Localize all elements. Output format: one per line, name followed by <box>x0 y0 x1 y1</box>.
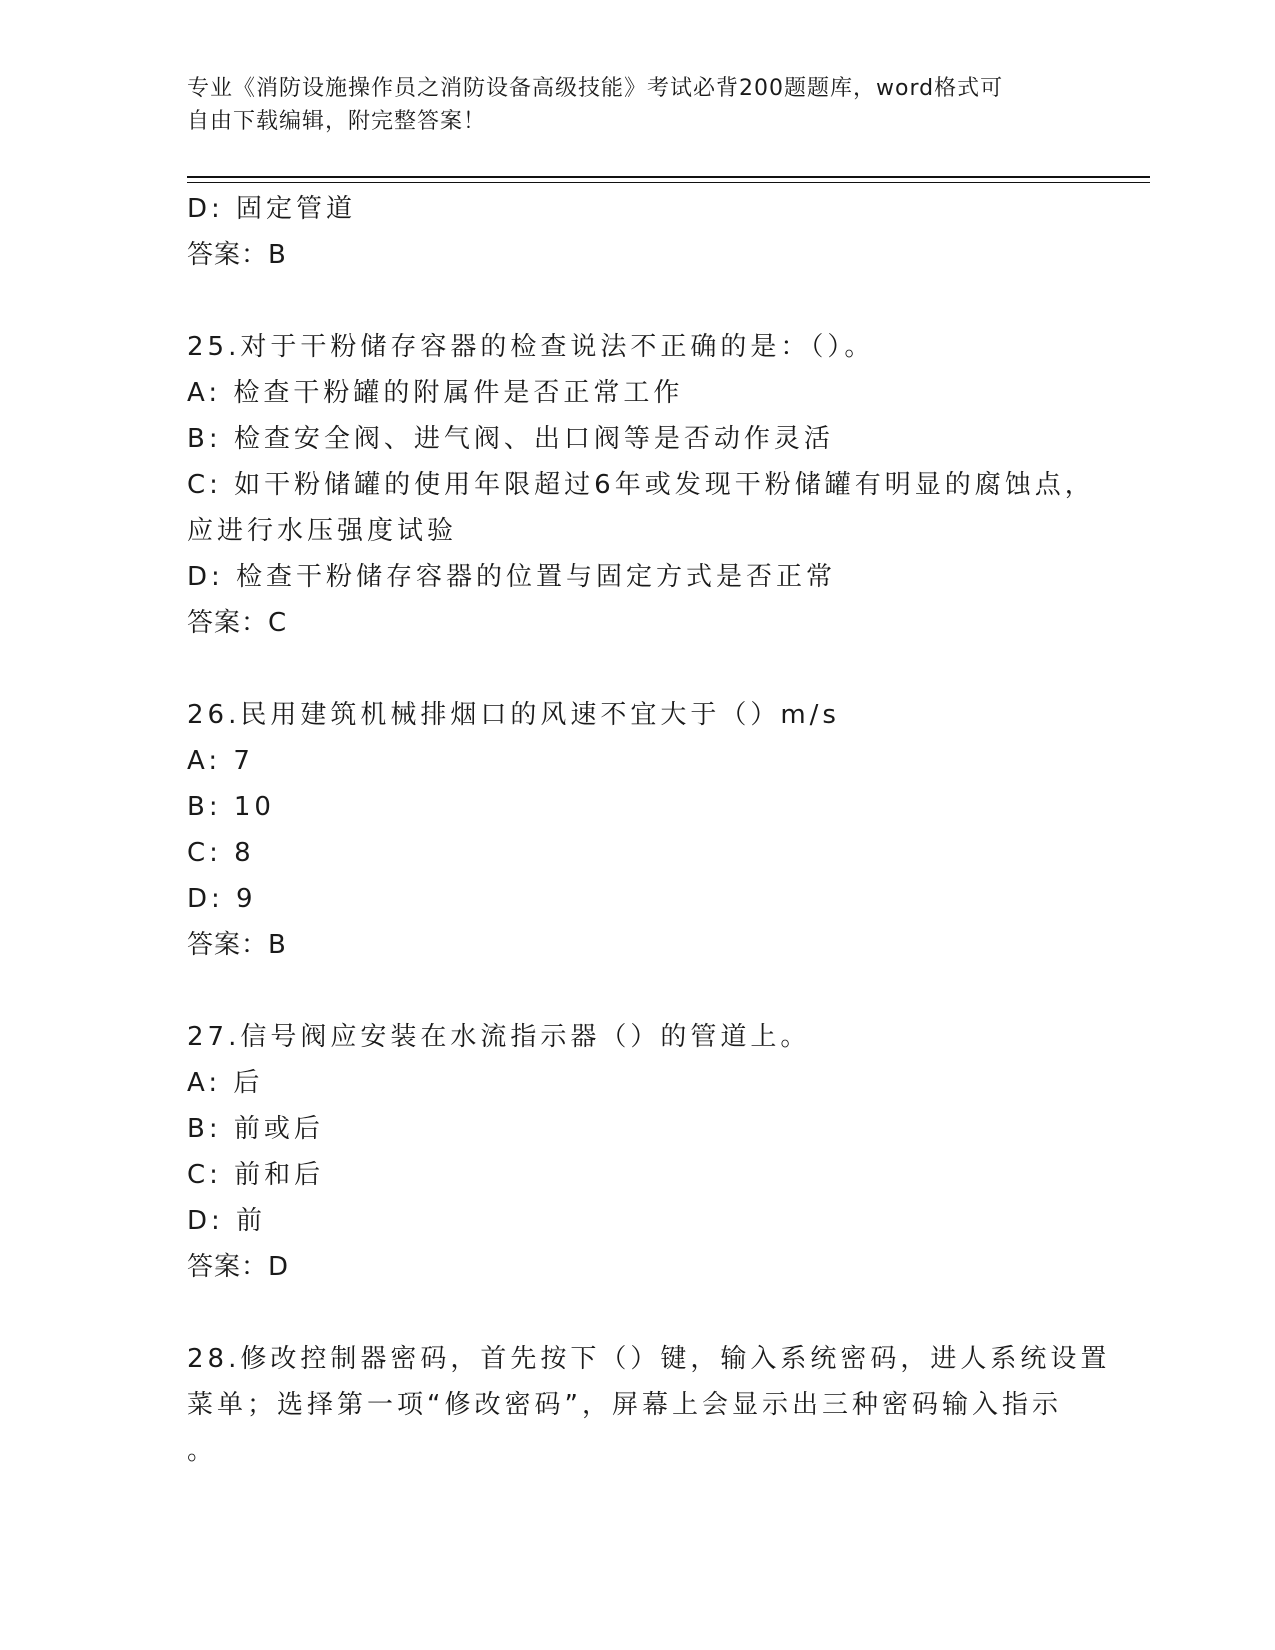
header-line-2: 自由下载编辑，附完整答案！ <box>187 109 487 134</box>
question-25-answer: 答案：C <box>187 608 288 638</box>
question-25 <box>187 324 1095 646</box>
question-28-text-line1: 28.修改控制器密码，首先按下（）键，输入系统密码，进人系统设置 <box>187 1344 1111 1374</box>
question-25-option-b: B: 检查安全阀、进气阀、出口阀等是否动作灵活 <box>187 424 834 454</box>
document-body <box>187 186 1111 1474</box>
question-27-option-a: A: 后 <box>187 1068 264 1098</box>
question-26-answer: 答案：B <box>187 930 287 960</box>
question-26-option-b: B: 10 <box>187 792 275 822</box>
question-26 <box>187 692 1087 968</box>
header-divider-thick <box>187 176 1150 178</box>
question-27 <box>187 1014 1087 1290</box>
document-header <box>187 72 1087 138</box>
question-28-text-line3: 。 <box>187 1436 218 1466</box>
question-26-option-a: A: 7 <box>187 746 254 776</box>
spacer <box>187 646 1087 692</box>
question-25-option-c-line2: 应进行水压强度试验 <box>187 516 458 546</box>
question-28-text-line2: 菜单；选择第一项“修改密码”，屏幕上会显示出三种密码输入指示 <box>187 1390 1062 1420</box>
question-27-answer: 答案：D <box>187 1252 290 1282</box>
question-25-text: 25.对于干粉储存容器的检查说法不正确的是：（）。 <box>187 332 875 362</box>
question-27-option-b: B: 前或后 <box>187 1114 324 1144</box>
question-27-option-d: D: 前 <box>187 1206 267 1236</box>
spacer <box>187 968 1087 1014</box>
prev-answer: 答案：B <box>187 240 287 270</box>
question-28 <box>187 1336 1111 1474</box>
spacer <box>187 278 1087 324</box>
question-27-option-c: C: 前和后 <box>187 1160 325 1190</box>
question-25-option-d: D: 检查干粉储存容器的位置与固定方式是否正常 <box>187 562 837 592</box>
header-divider-thin <box>187 182 1150 183</box>
header-line-1: 专业《消防设施操作员之消防设备高级技能》考试必背200题题库，word格式可 <box>187 76 1004 101</box>
prev-option-d: D: 固定管道 <box>187 194 357 224</box>
spacer <box>187 1290 1087 1336</box>
question-25-option-c-line1: C: 如干粉储罐的使用年限超过6年或发现干粉储罐有明显的腐蚀点， <box>187 470 1095 500</box>
question-26-option-c: C: 8 <box>187 838 255 868</box>
question-27-text: 27.信号阀应安装在水流指示器（）的管道上。 <box>187 1022 811 1052</box>
question-25-option-a: A: 检查干粉罐的附属件是否正常工作 <box>187 378 684 408</box>
question-26-option-d: D: 9 <box>187 884 257 914</box>
question-26-text: 26.民用建筑机械排烟口的风速不宜大于（）m/s <box>187 700 840 730</box>
